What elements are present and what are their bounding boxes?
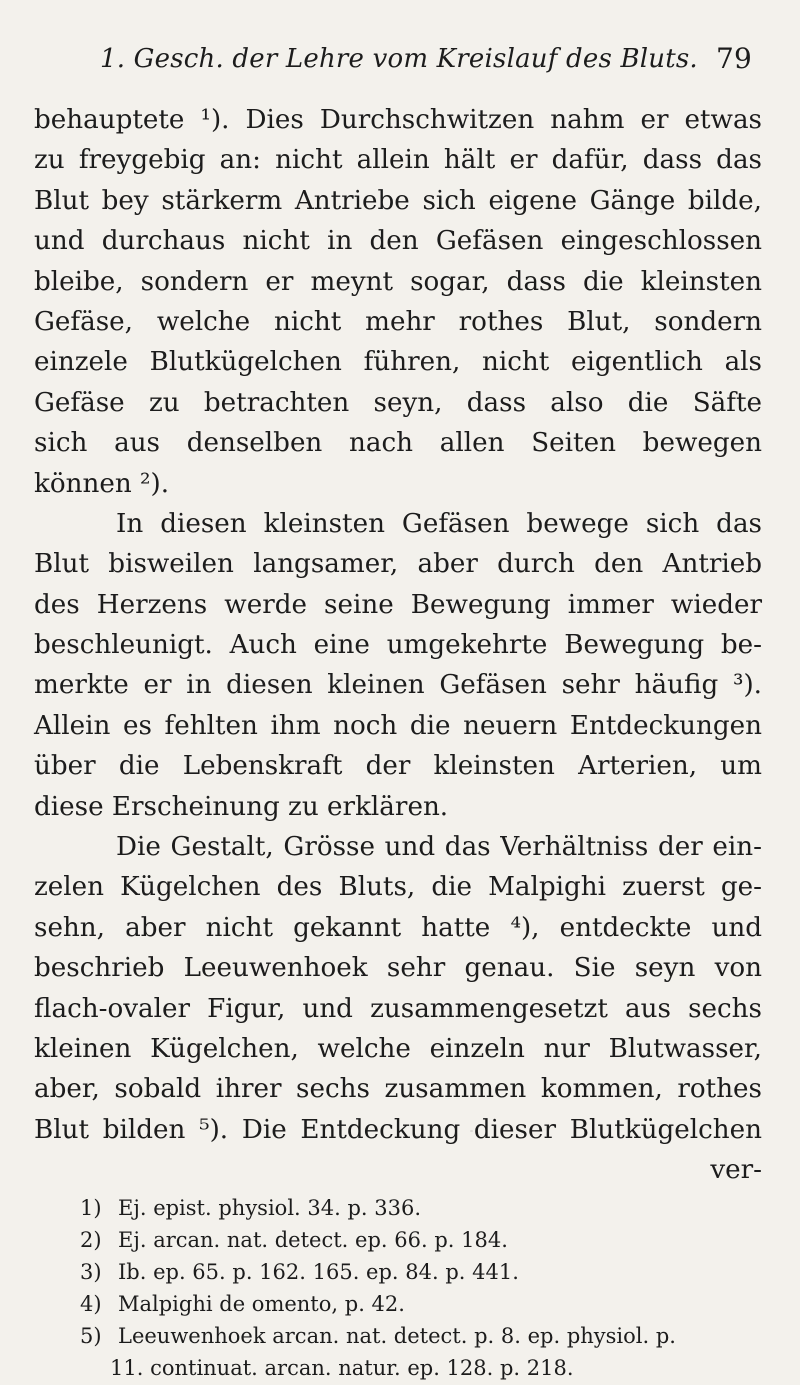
text-line: beschrieb Leeuwenhoek sehr genau. Sie seyn von	[34, 953, 762, 984]
footnote	[80, 1256, 770, 1288]
page-number: 79	[715, 42, 752, 75]
footnote	[80, 1224, 770, 1256]
footnote-number: 4)	[80, 1292, 102, 1316]
text-line: sehn, aber nicht gekannt hatte ⁴), entdeckte und	[34, 912, 762, 943]
text-line: ver-	[710, 1155, 762, 1186]
text-line: Gefäse, welche nicht mehr rothes Blut, sondern	[34, 306, 762, 337]
text-line: zelen Kügelchen des Bluts, die Malpighi zuerst ge-	[34, 872, 762, 903]
text-line: einzele Blutkügelchen führen, nicht eigentlich als	[34, 347, 762, 378]
footnote-text: Leeuwenhoek arcan. nat. detect. p. 8. ep. physiol. p.	[118, 1324, 676, 1348]
text-line: zu freygebig an: nicht allein hält er dafür, dass das	[34, 145, 762, 176]
footnote-text: Ej. arcan. nat. detect. ep. 66. p. 184.	[118, 1228, 508, 1252]
footnote	[80, 1192, 770, 1224]
footnote	[80, 1320, 770, 1352]
paper-speck	[120, 690, 122, 692]
text-line: In diesen kleinsten Gefäsen bewege sich das	[116, 508, 762, 539]
footnote-number: 3)	[80, 1260, 102, 1284]
footnote-text: Ib. ep. 65. p. 162. 165. ep. 84. p. 441.	[118, 1260, 519, 1284]
footnotes	[80, 1192, 770, 1384]
text-line: merkte er in diesen kleinen Gefäsen sehr häufig ³).	[34, 670, 762, 701]
text-line: bleibe, sondern er meynt sogar, dass die kleinsten	[34, 266, 762, 297]
text-line: Blut bilden ⁵). Die Entdeckung dieser Blutkügelchen	[34, 1114, 762, 1145]
text-line: über die Lebenskraft der kleinsten Arterien, um	[34, 751, 762, 782]
text-line: behauptete ¹). Dies Durchschwitzen nahm er etwas	[34, 105, 762, 135]
footnote-text: 11. continuat. arcan. natur. ep. 128. p. 218.	[110, 1356, 574, 1380]
text-line: flach-ovaler Figur, und zusammengesetzt aus sechs	[34, 993, 762, 1024]
text-line: Gefäse zu betrachten seyn, dass also die Säfte	[34, 387, 762, 418]
text-line: des Herzens werde seine Bewegung immer wieder	[34, 589, 762, 620]
text-line: Blut bisweilen langsamer, aber durch den Antrieb	[34, 549, 762, 580]
text-line: diese Erscheinung zu erklären.	[34, 791, 449, 822]
paper-speck	[640, 210, 643, 213]
body-text	[34, 100, 762, 1191]
text-line: Blut bey stärkerm Antriebe sich eigene Gänge bilde,	[34, 185, 762, 216]
footnote-text: Malpighi de omento, p. 42.	[118, 1292, 405, 1316]
footnote	[80, 1352, 770, 1384]
footnote-text: Ej. epist. physiol. 34. p. 336.	[118, 1196, 422, 1220]
footnote-number: 2)	[80, 1228, 102, 1252]
footnote	[80, 1288, 770, 1320]
text-line: Die Gestalt, Grösse und das Verhältniss der ein-	[116, 832, 762, 863]
text-line: kleinen Kügelchen, welche einzeln nur Blutwasser,	[34, 1033, 762, 1064]
footnote-number: 1)	[80, 1196, 102, 1220]
text-line: sich aus denselben nach allen Seiten bewegen	[34, 428, 762, 459]
footnote-number: 5)	[80, 1324, 102, 1348]
running-header	[100, 40, 760, 86]
running-title: 1. Gesch. der Lehre vom Kreislauf des Bluts.	[100, 44, 698, 74]
text-line: aber, sobald ihrer sechs zusammen kommen, rothes	[34, 1074, 762, 1105]
paper-speck	[470, 1130, 473, 1132]
text-line: beschleunigt. Auch eine umgekehrte Bewegung be-	[34, 630, 762, 661]
text-line: und durchaus nicht in den Gefäsen eingeschlossen	[34, 226, 762, 257]
text-line: Allein es fehlten ihm noch die neuern Entdeckungen	[34, 710, 762, 741]
text-line: können ²).	[34, 468, 170, 499]
